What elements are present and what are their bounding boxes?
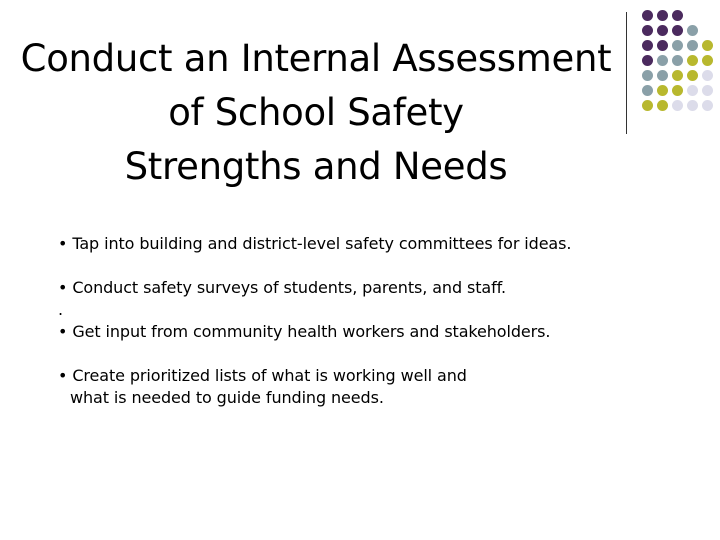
dot [687,40,698,51]
dot [687,70,698,81]
dot [657,40,668,51]
bullet-community-input: • Get input from community health workers and stakeholders. [58,322,551,341]
dot [642,25,653,36]
dot [657,10,668,21]
title-line-1: Conduct an Internal Assessment [20,37,612,80]
title-line-2: of School Safety [168,91,464,134]
spacer [58,343,698,365]
title-line-3: Strengths and Needs [124,145,508,188]
bullet-list [58,233,698,409]
dot [672,70,683,81]
dot [642,10,653,21]
decorative-dot-grid [637,10,717,120]
bullet-prioritized-lists-continued: what is needed to guide funding needs. [70,388,384,407]
dot [702,55,713,66]
dot [642,40,653,51]
dot [672,100,683,111]
dot [657,55,668,66]
spacer [58,255,698,277]
dot [687,55,698,66]
dot [642,100,653,111]
dot [672,85,683,96]
dot [642,55,653,66]
dot [672,55,683,66]
bullet-committees: • Tap into building and district-level safety committees for ideas. [58,234,572,253]
dot [687,25,698,36]
dot [657,70,668,81]
vertical-divider [626,12,627,134]
dot [687,100,698,111]
dot [642,85,653,96]
dot [657,25,668,36]
dot [687,85,698,96]
dot [672,40,683,51]
dot [642,70,653,81]
bullet-surveys: • Conduct safety surveys of students, parents, and staff. [58,278,507,297]
bullet-prioritized-lists: • Create prioritized lists of what is working well and [58,366,467,385]
dot [702,40,713,51]
dot [657,100,668,111]
slide-title [14,32,618,194]
dot [702,100,713,111]
dot [702,85,713,96]
dot [702,70,713,81]
stray-period: . [58,300,63,319]
dot [672,10,683,21]
dot [672,25,683,36]
dot [657,85,668,96]
